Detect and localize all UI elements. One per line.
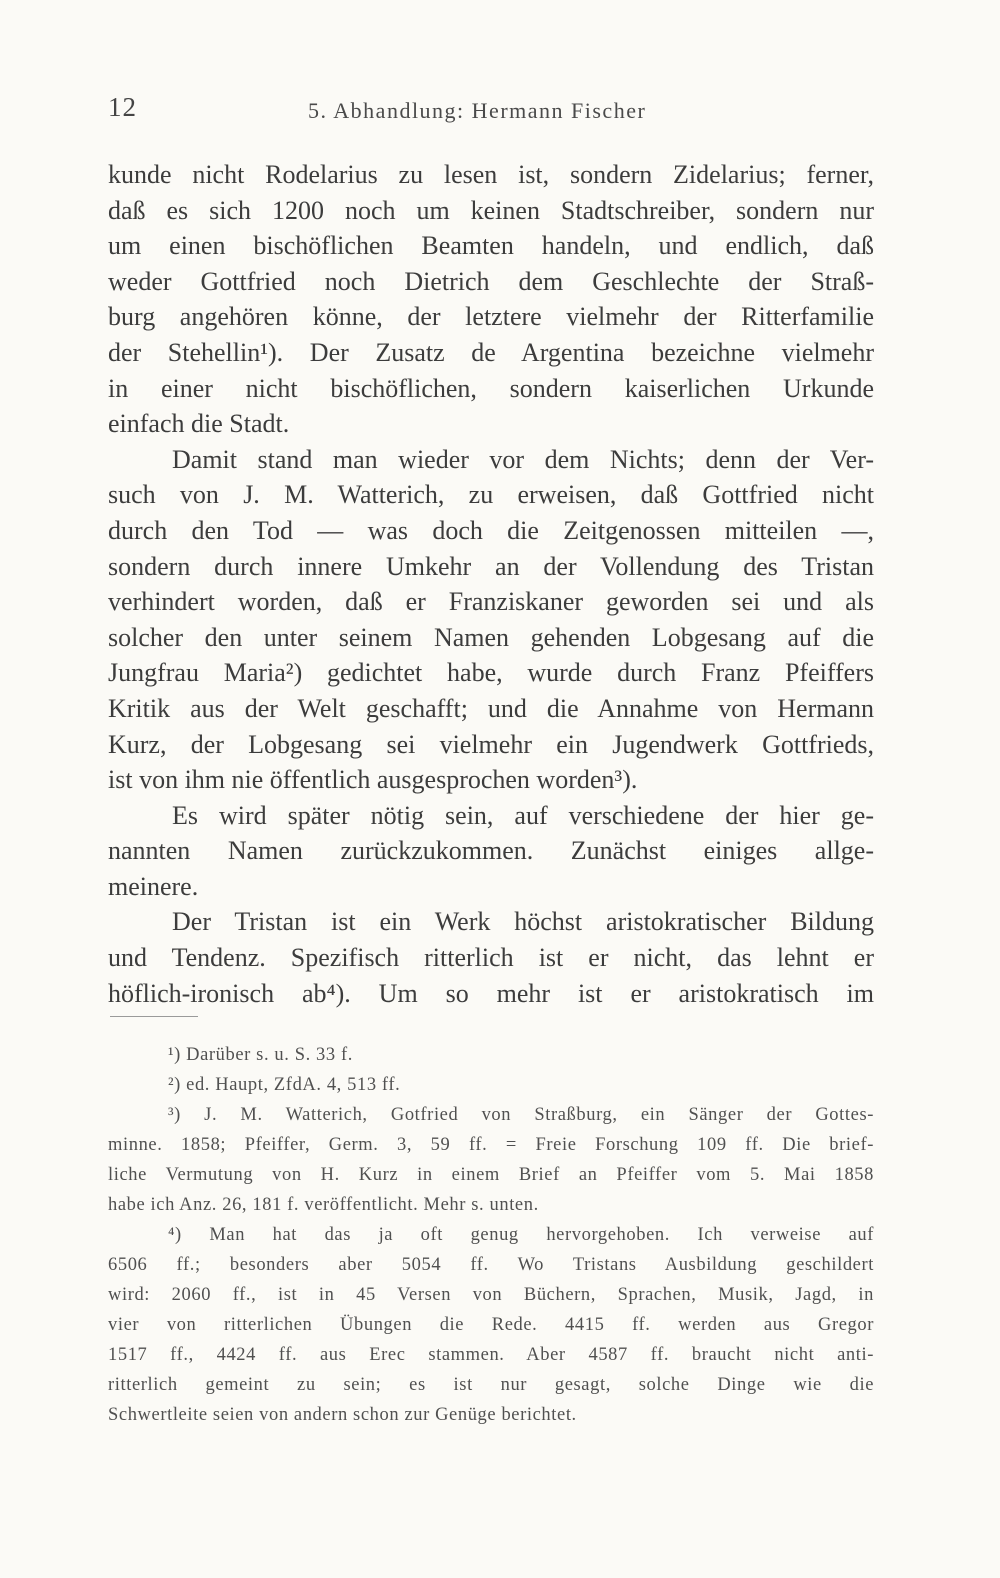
text-line: kunde nicht Rodelarius zu lesen ist, sondern Zidelarius; ferner, <box>108 160 874 189</box>
footnote-line: minne. 1858; Pfeiffer, Germ. 3, 59 ff. = Freie Forschung 109 ff. Die brief- <box>108 1135 874 1155</box>
footnote-line: 6506 ff.; besonders aber 5054 ff. Wo Tristans Ausbildung geschildert <box>108 1255 874 1275</box>
text-line: verhindert worden, daß er Franziskaner geworden sei und als <box>108 587 874 617</box>
footnote-line: ³) J. M. Watterich, Gotfried von Straßburg, ein Sänger der Gottes- <box>168 1105 874 1125</box>
footnote-line: ²) ed. Haupt, ZfdA. 4, 513 ff. <box>168 1075 401 1095</box>
text-line: nannten Namen zurückzukommen. Zunächst einiges allge- <box>108 836 874 866</box>
text-line: höflich-ironisch ab⁴). Um so mehr ist er aristokratisch im <box>108 978 874 1008</box>
text-line: burg angehören könne, der letztere vielmehr der Ritterfamilie <box>108 302 874 332</box>
text-line: meinere. <box>108 871 199 901</box>
footnote-line: ¹) Darüber s. u. S. 33 f. <box>168 1045 353 1065</box>
footnote-line: 1517 ff., 4424 ff. aus Erec stammen. Aber 4587 ff. braucht nicht anti- <box>108 1345 874 1365</box>
text-line: in einer nicht bischöflichen, sondern kaiserlichen Urkunde <box>108 373 874 403</box>
text-line: Damit stand man wieder vor dem Nichts; denn der Ver- <box>172 444 874 474</box>
text-line: daß es sich 1200 noch um keinen Stadtschreiber, sondern nur <box>108 195 874 225</box>
text-line: um einen bischöflichen Beamten handeln, und endlich, daß <box>108 231 874 261</box>
text-line: Jungfrau Maria²) gedichtet habe, wurde durch Franz Pfeiffers <box>108 658 874 688</box>
footnotes <box>108 1040 874 1430</box>
footnote-line: ⁴) Man hat das ja oft genug hervorgehoben. Ich verweise auf <box>168 1225 874 1245</box>
text-line: Kritik aus der Welt geschafft; und die Annahme von Hermann <box>108 693 874 723</box>
text-line: Es wird später nötig sein, auf verschiedene der hier ge- <box>172 800 874 830</box>
running-head: 5. Abhandlung: Hermann Fischer <box>308 98 647 123</box>
text-line: such von J. M. Watterich, zu erweisen, daß Gottfried nicht <box>108 480 874 510</box>
footnote-line: Schwertleite seien von andern schon zur Genüge berichtet. <box>108 1405 577 1425</box>
text-line: sondern durch innere Umkehr an der Vollendung des Tristan <box>108 551 874 581</box>
footnote-line: habe ich Anz. 26, 181 f. veröffentlicht. Mehr s. unten. <box>108 1195 539 1215</box>
main-text <box>108 157 874 1011</box>
text-line: solcher den unter seinem Namen gehenden Lobgesang auf die <box>108 622 874 652</box>
text-line: Der Tristan ist ein Werk höchst aristokratischer Bildung <box>172 907 874 937</box>
footnote-line: wird: 2060 ff., ist in 45 Versen von Büchern, Sprachen, Musik, Jagd, in <box>108 1285 874 1305</box>
footnote-separator <box>110 1016 198 1017</box>
text-line: ist von ihm nie öffentlich ausgesprochen worden³). <box>108 765 638 795</box>
text-line: einfach die Stadt. <box>108 409 290 439</box>
footnote-line: liche Vermutung von H. Kurz in einem Brief an Pfeiffer vom 5. Mai 1858 <box>108 1165 874 1185</box>
footnote-line: ritterlich gemeint zu sein; es ist nur gesagt, solche Dinge wie die <box>108 1375 874 1395</box>
text-line: Kurz, der Lobgesang sei vielmehr ein Jugendwerk Gottfrieds, <box>108 729 874 759</box>
text-line: durch den Tod — was doch die Zeitgenossen mitteilen —, <box>108 515 874 545</box>
text-line: der Stehellin¹). Der Zusatz de Argentina bezeichne vielmehr <box>108 337 874 367</box>
footnote-line: vier von ritterlichen Übungen die Rede. 4415 ff. werden aus Gregor <box>108 1315 874 1335</box>
page-number: 12 <box>108 92 137 122</box>
text-line: und Tendenz. Spezifisch ritterlich ist er nicht, das lehnt er <box>108 943 874 973</box>
text-line: weder Gottfried noch Dietrich dem Geschlechte der Straß- <box>108 266 874 296</box>
